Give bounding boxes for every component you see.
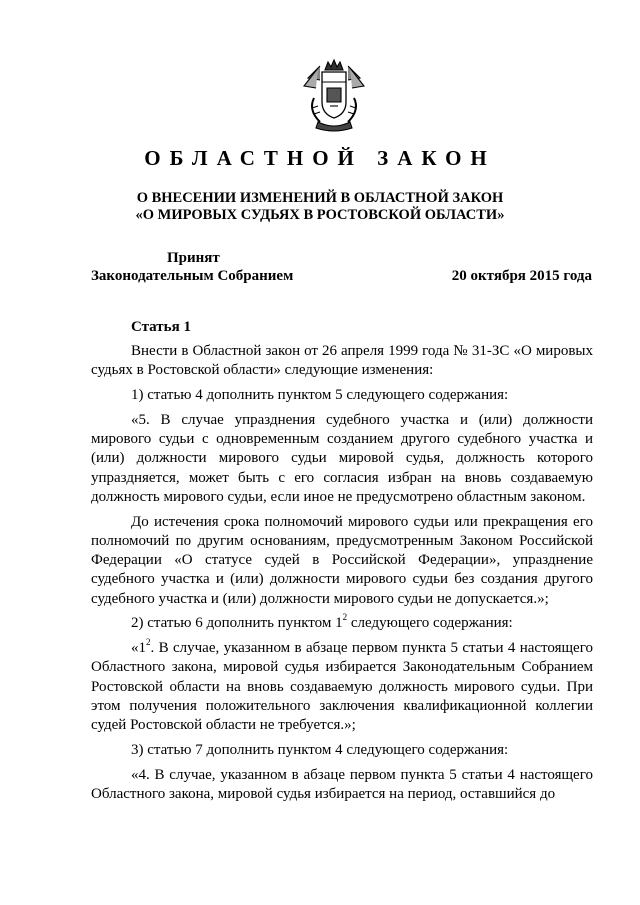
paragraph: Внести в Областной закон от 26 апреля 1999 года № 31-ЗС «О мировых судьях в Ростовской области» следующие изменения: xyxy=(91,343,593,379)
paragraph: «5. В случае упразднения судебного участка и (или) должности мирового судьи с одновременным созданием другого судебного участка и (или) должности мирового судьи мировой судья, должность которого упраздняется, может быть с его согласия избран на вновь создаваемую должность мирового судьи, если иное не предусмотрено областным законом. xyxy=(91,411,593,505)
adopted-date: 20 октября 2015 года xyxy=(451,268,592,284)
adopted-label: Принят xyxy=(167,250,220,266)
paragraph: «4. В случае, указанном в абзаце первом пункта 5 статьи 4 настоящего Областного закона, мировой судья избирается на период, оставшийся до xyxy=(91,766,593,803)
paragraph-text: . В случае, указанном в абзаце первом пункта 5 статьи 4 настоящего Областного закона, мировой судья избирается Законодательным Собранием Ростовской области на вновь создаваемую должность мирового судьи. При этом получения положительного заключения квалификационной коллегии судей Ростовской области не требуется.»; xyxy=(91,640,593,734)
article-heading: Статья 1 xyxy=(131,319,191,335)
paragraph xyxy=(91,639,593,735)
document-title: ОБЛАСТНОЙ ЗАКОН xyxy=(144,146,496,170)
adopted-by: Законодательным Собранием xyxy=(91,268,294,284)
document-subtitle-line1: О ВНЕСЕНИИ ИЗМЕНЕНИЙ В ОБЛАСТНОЙ ЗАКОН xyxy=(136,190,504,206)
paragraph-text: следующего содержания: xyxy=(347,615,513,632)
coat-of-arms-icon xyxy=(294,58,374,134)
paragraph-text: «1 xyxy=(131,640,146,657)
paragraph: 3) статью 7 дополнить пунктом 4 следующего содержания: xyxy=(131,741,509,758)
superscript: 2 xyxy=(146,637,151,648)
document-subtitle-line2: «О МИРОВЫХ СУДЬЯХ В РОСТОВСКОЙ ОБЛАСТИ» xyxy=(135,207,505,223)
paragraph xyxy=(91,614,593,633)
paragraph: До истечения срока полномочий мирового судьи или прекращения его полномочий по другим основаниям, предусмотренным Законом Российской Федерации «О статусе судей в Российской Федерации», упразднение судебного участка и (или) должности мирового судьи без создания другого судебного участка и (или) должности мирового судьи не допускается.»; xyxy=(91,513,593,607)
paragraph: 1) статью 4 дополнить пунктом 5 следующего содержания: xyxy=(131,387,509,404)
paragraph-text: 2) статью 6 дополнить пунктом 1 xyxy=(131,615,343,632)
document-body xyxy=(91,342,593,810)
superscript: 2 xyxy=(342,612,348,623)
